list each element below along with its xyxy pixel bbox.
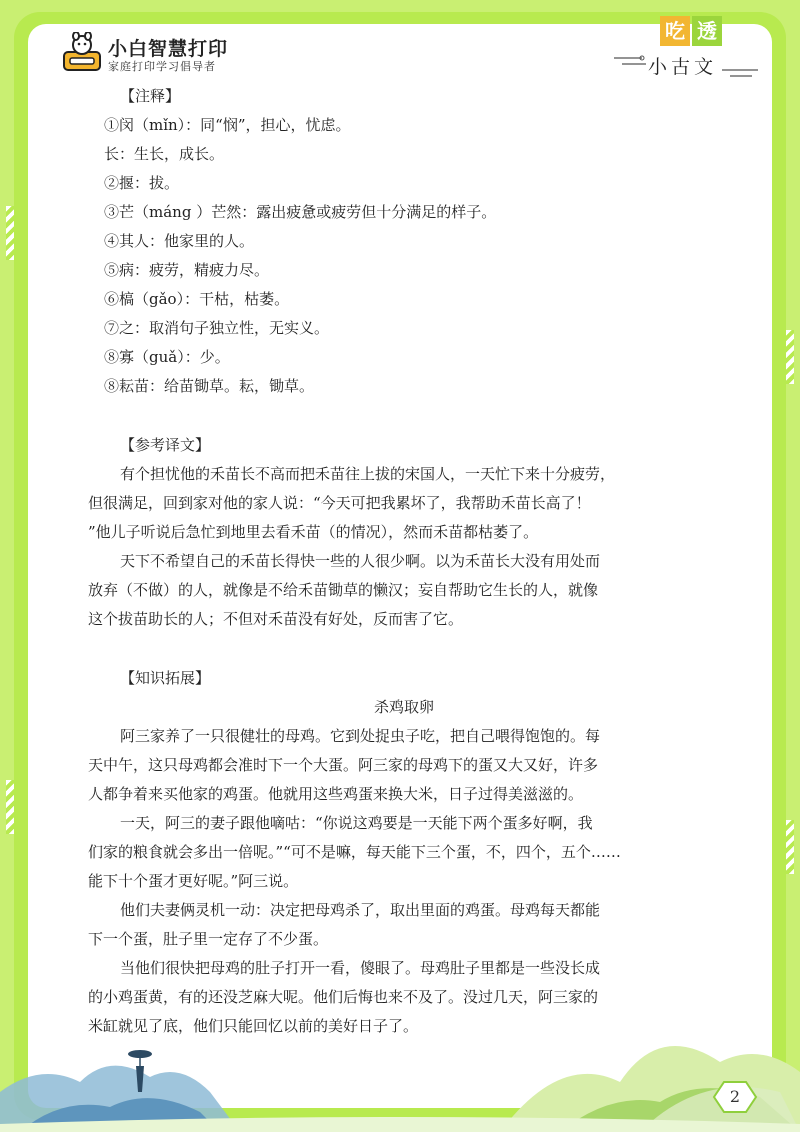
translation-heading: 【参考译文】 — [120, 436, 211, 454]
right-stripe-decoration — [786, 330, 794, 384]
story-line: 人都争着来买他家的鸡蛋。他就用这些鸡蛋来换大米，日子过得美滋滋的。 — [88, 785, 584, 803]
translation-text — [88, 460, 704, 634]
translation-line: 天下不希望自己的禾苗长得快一些的人很少啊。以为禾苗长大没有用处而 — [120, 552, 601, 570]
note-item: ⑤病：疲劳，精疲力尽。 — [104, 261, 270, 279]
note-item: 长：生长，成长。 — [104, 145, 225, 163]
right-stripe-decoration — [786, 820, 794, 874]
brand-chi-badge: 吃 — [660, 16, 690, 46]
brand-logo — [62, 28, 282, 74]
printer-mascot-icon — [62, 32, 102, 72]
notes-list — [104, 111, 704, 401]
story-line: 的小鸡蛋黄，有的还没芝麻大呢。他们后悔也来不及了。没过几天，阿三家的 — [88, 988, 599, 1006]
story-line: 阿三家养了一只很健壮的母鸡。它到处捉虫子吃，把自己喂得饱饱的。每 — [120, 727, 601, 745]
notes-heading: 【注释】 — [120, 87, 181, 105]
story-line: 一天，阿三的妻子跟他嘀咕：“你说这鸡要是一天能下两个蛋多好啊，我 — [120, 814, 593, 832]
story-line: 下一个蛋，肚子里一定存了不少蛋。 — [88, 930, 329, 948]
translation-line: 有个担忧他的禾苗长不高而把禾苗往上拔的宋国人，一天忙下来十分疲劳， — [120, 465, 616, 483]
story-line: 天中午，这只母鸡都会准时下一个大蛋。阿三家的母鸡下的蛋又大又好，许多 — [88, 756, 599, 774]
brand-subtitle: 小古文 — [648, 56, 718, 78]
story-line: 他们夫妻俩灵机一动：决定把母鸡杀了，取出里面的鸡蛋。母鸡每天都能 — [120, 901, 601, 919]
logo-subtitle: 家庭打印学习倡导者 — [108, 60, 216, 73]
story-line: 能下十个蛋才更好呢。”阿三说。 — [88, 872, 299, 890]
page-number-text: 2 — [729, 1087, 741, 1106]
translation-line: 但很满足，回到家对他的家人说：“今天可把我累坏了，我帮助禾苗长高了！ — [88, 494, 591, 512]
article-body — [88, 82, 704, 1041]
note-item: ④其人：他家里的人。 — [104, 232, 255, 250]
left-stripe-decoration — [6, 206, 14, 260]
note-item: ⑧耘苗：给苗锄草。耘，锄草。 — [104, 377, 315, 395]
story-line: 米缸就见了底，他们只能回忆以前的美好日子了。 — [88, 1017, 419, 1035]
mountain-landscape-decoration — [0, 982, 800, 1132]
note-item: ⑧寡（guǎ）：少。 — [104, 348, 230, 366]
left-stripe-decoration — [6, 780, 14, 834]
translation-line: 这个拔苗助长的人；不但对禾苗没有好处，反而害了它。 — [88, 610, 464, 628]
story-title: 杀鸡取卵 — [373, 698, 434, 716]
brand-tou-badge: 透 — [692, 16, 722, 46]
note-item: ②揠：拔。 — [104, 174, 180, 192]
story-line: 当他们很快把母鸡的肚子打开一看，傻眼了。母鸡肚子里都是一些没长成 — [120, 959, 601, 977]
note-item: ③芒（máng ）芒然：露出疲惫或疲劳但十分满足的样子。 — [104, 203, 497, 221]
note-item: ①闵（mǐn）：同“悯”，担心，忧虑。 — [104, 116, 351, 134]
note-item: ⑥槁（gǎo）：干枯，枯萎。 — [104, 290, 290, 308]
note-item: ⑦之：取消句子独立性，无实义。 — [104, 319, 330, 337]
page-number — [712, 1080, 758, 1114]
logo-title: 小白智慧打印 — [108, 38, 229, 60]
translation-line: ”他儿子听说后急忙到地里去看禾苗（的情况），然而禾苗都枯萎了。 — [88, 523, 539, 541]
series-brand — [612, 14, 762, 84]
story-line: 们家的粮食就会多出一倍呢。”“可不是嘛，每天能下三个蛋，不，四个，五个…… — [88, 843, 621, 861]
extension-heading: 【知识拓展】 — [120, 669, 211, 687]
translation-line: 放弃（不做）的人，就像是不给禾苗锄草的懒汉；妄自帮助它生长的人，就像 — [88, 581, 599, 599]
